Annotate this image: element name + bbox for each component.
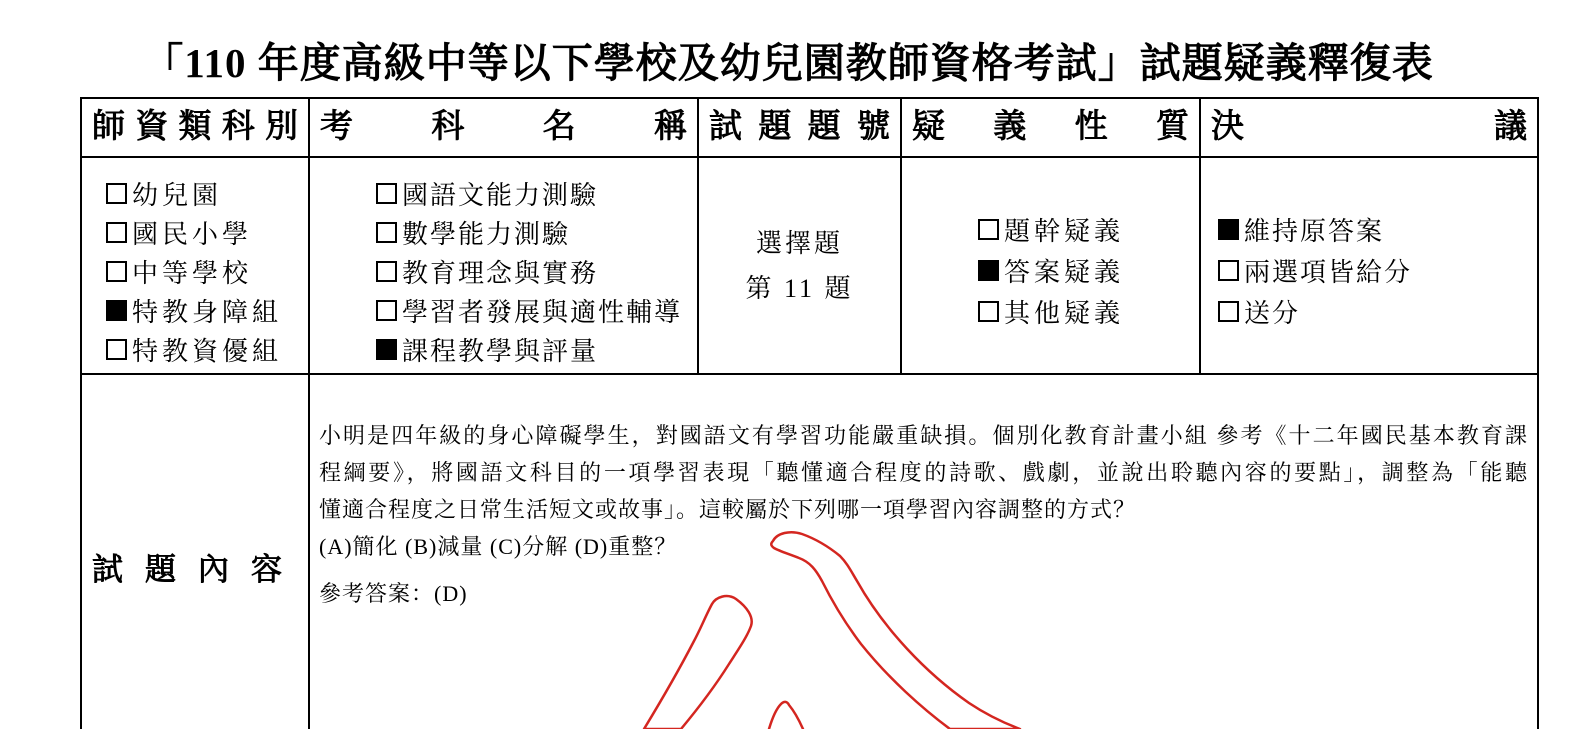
header-category: 師資類科別 — [82, 99, 310, 158]
option-label: 題幹疑義 — [1004, 217, 1125, 246]
checkbox-icon — [376, 300, 397, 321]
option-elementary — [106, 213, 308, 252]
option-special-ed-gifted — [106, 330, 308, 369]
header-question-number: 試題題號 — [699, 99, 902, 158]
checkbox-icon — [106, 222, 127, 243]
option-label: 特教資優組 — [132, 337, 283, 366]
subject-cell — [310, 158, 699, 375]
question-number: 第 11 題 — [745, 273, 854, 303]
option-both-credit — [1218, 250, 1537, 291]
question-line-3: 懂適合程度之日常生活短文或故事」。這較屬於下列哪一項學習內容調整的方式？ — [319, 497, 1137, 522]
checkbox-icon — [106, 300, 127, 321]
issue-clarification-table — [80, 97, 1539, 729]
option-label: 幼兒園 — [132, 181, 223, 210]
option-label: 其他疑義 — [1004, 299, 1125, 328]
option-keep-answer — [1218, 209, 1537, 250]
resolution-cell — [1201, 158, 1537, 375]
option-label: 答案疑義 — [1004, 258, 1125, 287]
subject-options — [310, 158, 697, 369]
issue-options — [902, 158, 1199, 332]
option-label: 維持原答案 — [1244, 217, 1385, 246]
resolution-options — [1201, 158, 1537, 332]
checkbox-icon — [376, 261, 397, 282]
option-other-issue — [978, 291, 1199, 332]
header-subject-name: 考科名稱 — [310, 99, 699, 158]
question-line-1: 小明是四年級的身心障礙學生，對國語文有學習功能嚴重缺損。個別化教育計畫小組 參考《十二年國民基本教育課 — [319, 423, 1527, 448]
question-number-cell — [699, 158, 902, 375]
option-label: 國語文能力測驗 — [402, 181, 599, 210]
category-cell — [82, 158, 310, 375]
option-learner-development — [376, 291, 697, 330]
option-label: 課程教學與評量 — [402, 337, 599, 366]
content-label-cell — [82, 375, 310, 729]
option-label: 國民小學 — [132, 220, 253, 249]
option-education-theory — [376, 252, 697, 291]
checkbox-icon — [106, 339, 127, 360]
header-resolution: 決議 — [1201, 99, 1537, 158]
option-label: 學習者發展與適性輔導 — [402, 298, 683, 327]
checkbox-icon — [978, 301, 999, 322]
option-stem-issue — [978, 209, 1199, 250]
checkbox-icon — [376, 183, 397, 204]
header-issue-nature: 疑義性質 — [902, 99, 1201, 158]
category-options — [82, 158, 308, 369]
checkbox-icon — [376, 222, 397, 243]
issue-nature-cell — [902, 158, 1201, 375]
question-line-2: 程綱要》，將國語文科目的一項學習表現「聽懂適合程度的詩歌、戲劇，並說出聆聽內容的要點」，調整為「能聽 — [319, 460, 1527, 485]
question-line-4: (A)簡化 (B)減量 (C)分解 (D)重整？ — [319, 534, 678, 559]
option-math-test — [376, 213, 697, 252]
option-chinese-test — [376, 174, 697, 213]
option-label: 特教身障組 — [132, 298, 283, 327]
option-special-ed-disability — [106, 291, 308, 330]
option-label: 中等學校 — [132, 259, 253, 288]
option-curriculum-teaching — [376, 330, 697, 369]
checkbox-icon — [978, 260, 999, 281]
checkbox-icon — [376, 339, 397, 360]
option-free-credit — [1218, 291, 1537, 332]
checkbox-icon — [1218, 260, 1239, 281]
checkbox-icon — [106, 183, 127, 204]
question-content-cell — [310, 375, 1537, 729]
page-title: 「110 年度高級中等以下學校及幼兒園教師資格考試」試題疑義釋復表 — [142, 40, 1434, 86]
option-kindergarten — [106, 174, 308, 213]
option-label: 送分 — [1244, 299, 1301, 328]
checkbox-icon — [1218, 301, 1239, 322]
option-label: 兩選項皆給分 — [1244, 258, 1413, 287]
question-type: 選擇題 — [755, 228, 843, 258]
option-label: 數學能力測驗 — [402, 220, 571, 249]
option-label: 教育理念與實務 — [402, 259, 599, 288]
option-secondary — [106, 252, 308, 291]
option-answer-issue — [978, 250, 1199, 291]
reference-answer: 參考答案：(D) — [319, 581, 468, 606]
checkbox-icon — [106, 261, 127, 282]
checkbox-icon — [1218, 219, 1239, 240]
content-row-label: 試題內容 — [92, 551, 282, 587]
checkbox-icon — [978, 219, 999, 240]
